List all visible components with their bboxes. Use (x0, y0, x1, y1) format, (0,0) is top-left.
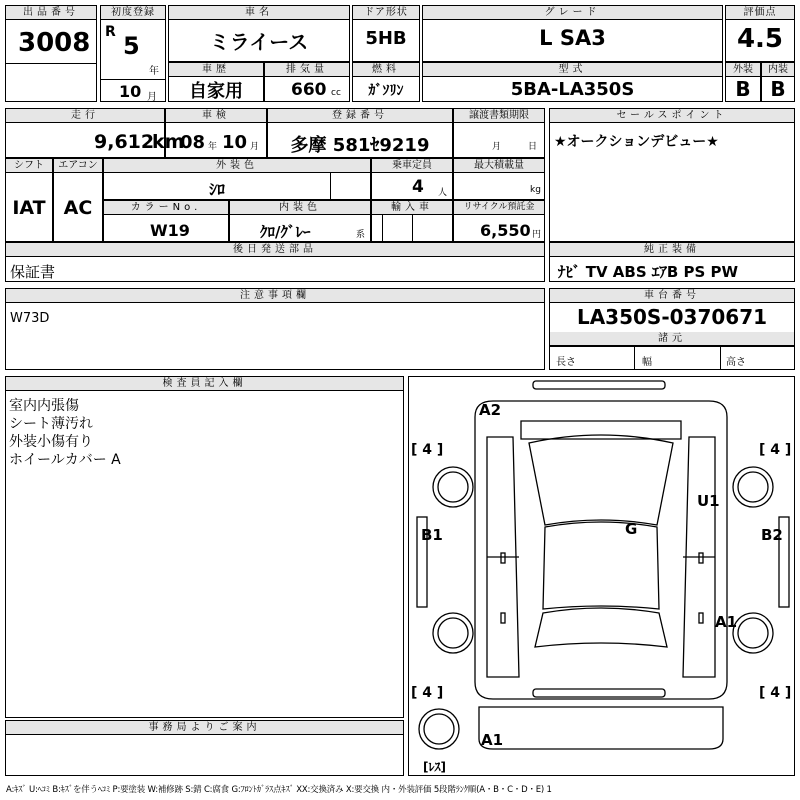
shift-label: シフト (6, 159, 52, 173)
model-value: 5BA-LA350S (510, 79, 635, 100)
notes-value: W73D (10, 311, 50, 326)
fuel-label: 燃料 (353, 63, 419, 77)
inspector-line-4: ホイールカバー A (9, 452, 121, 468)
color-no-value: W19 (150, 221, 190, 240)
spec-width: 幅 (642, 357, 652, 368)
car-name-box (168, 5, 350, 62)
door-box (352, 5, 420, 62)
displacement-label: 排気量 (265, 63, 349, 77)
interior-label: 内装 (762, 63, 794, 77)
interior-color-value: ｸﾛ/ｸﾞﾚｰ (260, 223, 311, 241)
inspector-line-1: 室内内張傷 (9, 398, 79, 414)
inspection-label: 車検 (166, 109, 266, 123)
inspector-line-3: 外装小傷有り (9, 434, 93, 450)
tire-front-right: [ 4 ] (759, 442, 792, 458)
tire-rear-right: [ 4 ] (759, 685, 792, 701)
inspection-year: 08 (180, 132, 206, 153)
car-name-value: ミライース (209, 30, 309, 54)
recycle-unit: 円 (532, 230, 542, 240)
max-load-box (453, 158, 545, 200)
color-no-box (103, 200, 229, 242)
displacement-value: 660 (291, 80, 327, 100)
exterior-value: B (735, 77, 751, 101)
displacement-unit: cc (331, 88, 341, 98)
history-value: 自家用 (189, 81, 243, 102)
office-box (5, 720, 404, 776)
interior-color-unit: 系 (356, 230, 366, 240)
mileage-label: 走行 (6, 109, 164, 123)
later-parts-value: 保証書 (10, 263, 56, 281)
door-value: 5HB (365, 28, 407, 49)
first-reg-era: R (105, 24, 116, 40)
score-value: 4.5 (736, 24, 784, 54)
later-parts-box (5, 242, 545, 282)
recycle-box (453, 200, 545, 242)
transfer-label: 譲渡書類期限 (454, 109, 544, 123)
capacity-box (371, 158, 453, 200)
inspection-month: 10 (222, 132, 248, 153)
tire-rear-left: [ 4 ] (411, 685, 444, 701)
aircon-value: AC (63, 197, 93, 219)
mileage-unit: km (152, 131, 185, 153)
mileage-box (5, 108, 185, 158)
recycle-label: リサイクル預託金 (454, 201, 544, 215)
mark-b2: B2 (761, 526, 783, 544)
aircon-label: エアコン (54, 159, 102, 173)
grade-value: L SA3 (539, 26, 606, 50)
mark-b1: B1 (421, 526, 443, 544)
transfer-month-unit: 月 (492, 142, 502, 152)
spec-length: 長さ (556, 357, 576, 368)
capacity-label: 乗車定員 (372, 159, 452, 173)
plate-box (267, 108, 453, 158)
interior-color-label: 内装色 (230, 201, 370, 215)
recycle-value: 6,550 (480, 221, 531, 240)
office-label: 事務局よりご案内 (6, 721, 403, 735)
car-diagram (408, 376, 795, 776)
chassis-label: 車台番号 (550, 289, 794, 303)
spec-height: 高さ (726, 357, 746, 368)
interior-color-box (229, 200, 371, 242)
legend: A:ｷｽﾞ U:ﾍｺﾐ B:ｷｽﾞを伴うﾍｺﾐ P:要塗装 W:補修跡 S:錆 C:腐食 G:ﾌﾛﾝﾄｶﾞﾗｽ点ｷｽﾞ XX:交換済み X:要交換 内・外装評価 5段階ﾗﾝｸ順(A・B・C・D・E) 1 (6, 785, 552, 795)
shift-box (5, 158, 53, 242)
mark-a1-right: A1 (715, 613, 738, 631)
mileage-value: 9,612 (94, 131, 155, 153)
exterior-box (725, 62, 761, 102)
mark-a2: A2 (479, 401, 502, 419)
interior-value: B (770, 77, 786, 101)
notes-box (5, 288, 545, 370)
spare-tire-label: [ﾚｽ] (423, 760, 446, 774)
inspector-label: 検査員記入欄 (6, 377, 403, 391)
score-label: 評価点 (726, 6, 794, 20)
inspector-line-2: シート薄汚れ (9, 416, 93, 432)
inspection-month-unit: 月 (250, 142, 260, 152)
max-load-unit: kg (530, 185, 541, 195)
history-label: 車歴 (169, 63, 263, 77)
color-box (103, 158, 371, 200)
transfer-day-unit: 日 (528, 142, 538, 152)
later-parts-label: 後日発送部品 (6, 243, 544, 257)
notes-label: 注意事項欄 (6, 289, 544, 303)
sales-point-value: ★オークションデビュー★ (554, 134, 719, 150)
tire-front-left: [ 4 ] (411, 442, 444, 458)
score-box (725, 5, 795, 62)
genuine-label: 純正装備 (550, 243, 794, 257)
inspector-box (5, 376, 404, 718)
first-reg-month-unit: 月 (147, 92, 157, 103)
mark-a1-bottom: A1 (481, 731, 504, 749)
exterior-label: 外装 (726, 63, 760, 77)
shift-value: IAT (12, 197, 46, 219)
color-no-label: カラーNo. (104, 201, 228, 215)
chassis-value: LA350S-0370671 (576, 305, 768, 329)
fuel-box (352, 62, 420, 102)
displacement-box (264, 62, 350, 102)
first-reg-year: 5 (123, 32, 140, 60)
capacity-unit: 人 (438, 188, 448, 198)
lot-number: 3008 (18, 28, 91, 58)
color-value: ｼﾛ (208, 180, 225, 199)
mark-g: G (625, 520, 638, 538)
car-name-label: 車名 (169, 6, 349, 20)
first-reg-month: 10 (119, 82, 142, 101)
grade-label: グレード (423, 6, 722, 20)
transfer-box (453, 108, 545, 158)
interior-box (761, 62, 795, 102)
capacity-value: 4 (412, 177, 424, 197)
aircon-box (53, 158, 103, 242)
door-label: ドア形状 (353, 6, 419, 20)
grade-box (422, 5, 723, 62)
plate-value: 多摩 581ｾ9219 (290, 135, 430, 156)
inspection-year-unit: 年 (208, 142, 218, 152)
lot-box (5, 5, 97, 102)
sales-point-box (549, 108, 795, 242)
first-reg-box (100, 5, 166, 102)
inspection-box (165, 108, 267, 158)
specs-label: 諸元 (550, 332, 794, 346)
sales-point-label: セールスポイント (550, 109, 794, 123)
mark-u1: U1 (697, 492, 720, 510)
import-box (371, 200, 453, 242)
first-reg-label: 初度登録 (101, 6, 165, 20)
model-box (422, 62, 723, 102)
color-label: 外装色 (104, 159, 370, 173)
max-load-label: 最大積載量 (454, 159, 544, 173)
import-label: 輸入車 (372, 201, 452, 215)
car-diagram-drawing (409, 377, 794, 775)
first-reg-year-unit: 年 (149, 66, 159, 77)
chassis-box (549, 288, 795, 370)
plate-label: 登録番号 (268, 109, 452, 123)
genuine-box (549, 242, 795, 282)
genuine-value: ﾅﾋﾞ TV ABS ｴｱB PS PW (558, 263, 739, 281)
model-label: 型式 (423, 63, 722, 77)
history-box (168, 62, 264, 102)
fuel-value: ｶﾞｿﾘﾝ (368, 83, 404, 99)
lot-label: 出品番号 (6, 6, 96, 20)
